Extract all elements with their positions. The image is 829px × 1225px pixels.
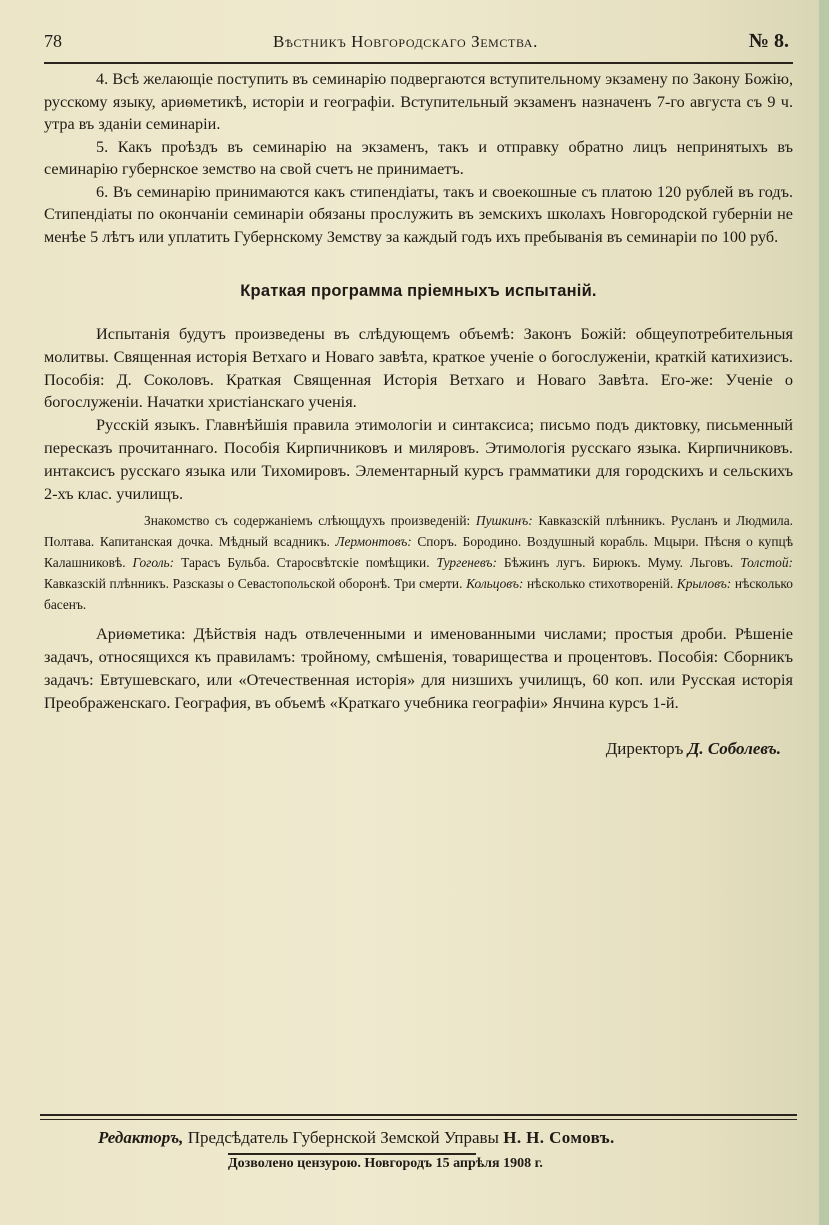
works-koltsov: нѣсколько стихотвореній. [527, 575, 674, 591]
footer-rule-top [40, 1114, 797, 1116]
reading-list [44, 511, 793, 615]
program-title: Краткая программа пріемныхъ испытаній. [240, 282, 597, 300]
works-turgenev: Бѣжинъ лугъ. Бирюкъ. Муму. Льговъ. [503, 554, 734, 570]
journal-title: Вѣстникъ Новгородскаго Земства. [272, 32, 538, 51]
header-rule [44, 62, 793, 64]
program-arithmetic: Ариѳметика: Дѣйствія надъ отвлеченными и именованными числами; простыя дроби. Рѣшеніе задачъ, относящихся къ правиламъ: тройному, смѣшенія, товарищества и процентовъ. Пособія: Сборникъ задачъ: Евтушевскаго, или «Отечественная исторія» для низшихъ училищъ, 60 коп. или Русская исторія Преображенскаго. География, въ объемѣ «Краткаго учебника географіи» Янчина курсъ 1-й. [44, 624, 793, 712]
page-number: 78 [44, 31, 62, 51]
signature-title: Директоръ [605, 738, 684, 758]
signature-name: Д. Соболевъ. [687, 738, 781, 758]
page-content [44, 68, 793, 759]
works-pushkin: Кавказскій плѣнникъ. Русланъ и Людмила. Полтава. Капитанская дочка. Мѣдный всадникъ. [44, 513, 793, 550]
editor-position: Предсѣдатель Губернской Земской Управы [187, 1128, 499, 1147]
program-russian: Русскій языкъ. Главнѣйшія правила этимологіи и синтаксиса; письмо подъ диктовку, письменный пересказъ прочитаннаго. Пособія Кирпичниковъ и миляровъ. Этимологія русскаго языка. Кирпичниковъ. интаксисъ русскаго языка или Тихомировъ. Элементарный курсъ грамматики для городскихъ и сельскихъ 2-хъ клас. училищъ. [44, 415, 793, 503]
footer-rule-bottom [40, 1119, 797, 1120]
program-law-of-god: Испытанія будутъ произведены въ слѣдующемъ объемѣ: Законъ Божій: общеупотребительныя молитвы. Священная исторія Ветхаго и Новаго завѣта, краткое ученіе о богослуженіи, краткій катихизисъ. Пособія: Д. Соколовъ. Краткая Священная Исторія Ветхаго и Новаго Завѣта. Его-же: Ученіе о богослуженіи. Начатки христіанскаго ученія. [44, 324, 793, 412]
author-tolstoy: Толстой: [740, 554, 793, 570]
author-gogol: Гоголь: [132, 554, 175, 570]
rule-paragraph-4: 4. Всѣ желающіе поступить въ семинарію подвергаются вступительному экзамену по Закону Божію, русскому языку, ариѳметикѣ, исторіи и географіи. Вступительный экзаменъ назначенъ 7-го августа съ 9 ч. утра въ зданіи семинаріи. [44, 70, 793, 133]
censorship-rule [228, 1153, 476, 1155]
censorship-note: Дозволено цензурою. Новгородъ 15 апрѣля 1908 г. [228, 1156, 543, 1171]
works-tolstoy: Кавказскій плѣнникъ. Разсказы о Севастопольской оборонѣ. Три смерти. [44, 575, 463, 591]
rule-paragraph-5: 5. Какъ проѣздъ въ семинарію на экзаменъ, такъ и отправку обратно лицъ непринятыхъ въ семинарію губернское земство на свой счетъ не принимаетъ. [44, 137, 793, 178]
author-pushkin: Пушкинъ: [475, 513, 533, 529]
works-gogol: Тарасъ Бульба. Старосвѣтскіе помѣщики. [181, 554, 430, 570]
works-krylov: нѣсколько басенъ. [44, 575, 793, 612]
works-lermontov: Споръ. Бородино. Воздушный корабль. Мцыри. Пѣсня о купцѣ Калашниковѣ. [44, 534, 793, 570]
reading-list-intro: Знакомство съ содержаніемъ слѣющдухъ произведеній: [144, 513, 471, 529]
author-lermontov: Лермонтовъ: [335, 534, 412, 550]
editor-name: Н. Н. Сомовъ. [503, 1128, 615, 1147]
editor-label: Редакторъ, [98, 1128, 184, 1147]
rule-paragraph-6: 6. Въ семинарію принимаются какъ стипендіаты, такъ и своекошные съ платою 120 рублей въ годъ. Стипендіаты по окончаніи семинаріи обязаны прослужить въ земскихъ школахъ Новгородской губерніи не менѣе 5 лѣтъ или уплатить Губернскому Земству за каждый годъ ихъ пребыванія въ семинаріи по 100 руб. [44, 182, 793, 246]
issue-number: № 8. [748, 30, 789, 52]
author-krylov: Крыловъ: [676, 575, 732, 591]
editor-line [98, 1128, 779, 1148]
signature [44, 739, 781, 759]
author-koltsov: Кольцовъ: [466, 575, 524, 591]
page-header [44, 30, 789, 60]
author-turgenev: Тургеневъ: [436, 554, 497, 570]
